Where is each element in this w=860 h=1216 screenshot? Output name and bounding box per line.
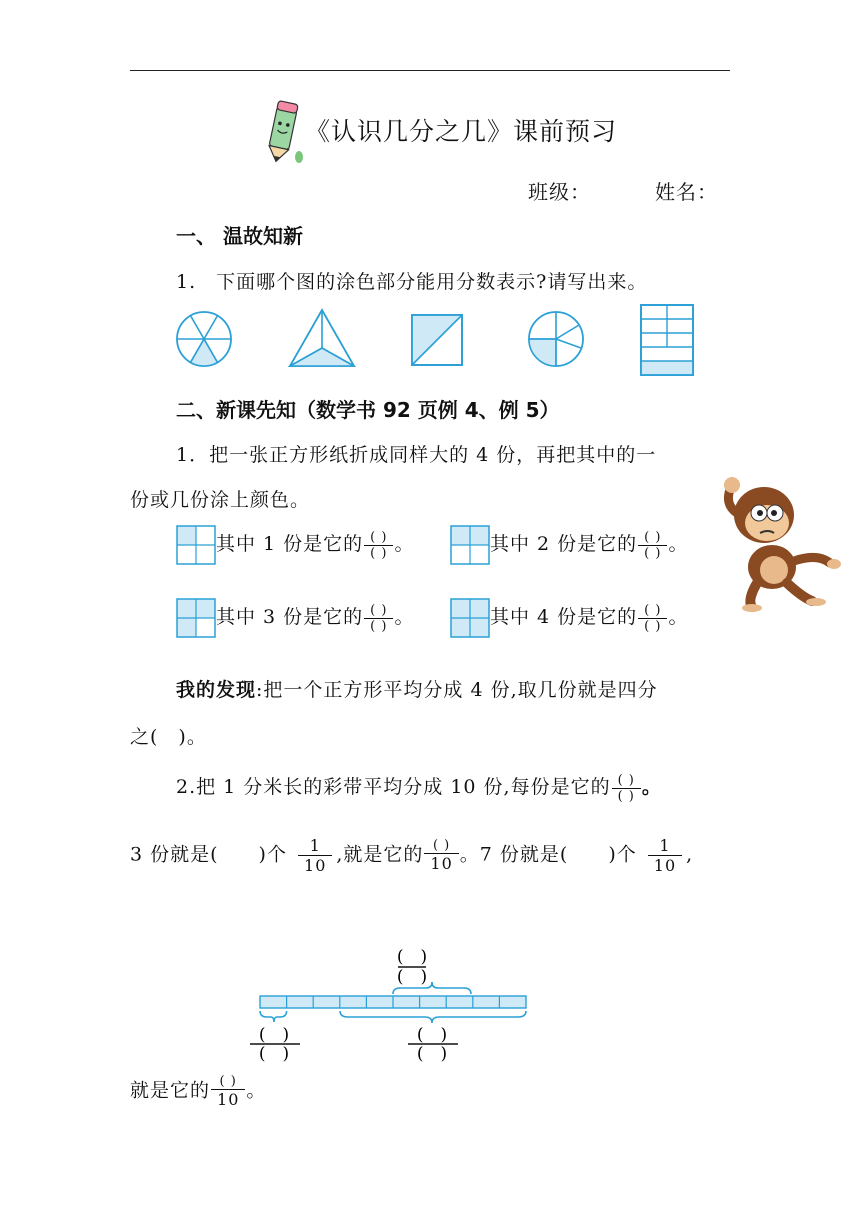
fraction-numerator[interactable]: ( ) xyxy=(219,1074,237,1089)
row2-b-text: 其中 4 份是它的 xyxy=(490,606,638,628)
fold-square-2-of-4 xyxy=(450,525,490,565)
left-fraction-blank xyxy=(250,1025,300,1064)
fold-row-2 xyxy=(450,525,688,565)
right-fraction-blank xyxy=(408,1025,458,1064)
fraction-blank xyxy=(612,773,641,804)
fraction-numerator: 1 xyxy=(659,836,671,855)
fold-row-1 xyxy=(176,525,414,565)
q2-line1 xyxy=(176,772,662,804)
fold-square-1-of-4 xyxy=(176,525,216,565)
fraction-numerator[interactable]: ( ) xyxy=(644,602,662,618)
fraction-blank xyxy=(364,603,393,634)
end-mark: 。 xyxy=(394,533,415,555)
fraction-denominator: 10 xyxy=(424,853,458,873)
fraction-one-tenth xyxy=(298,836,332,875)
svg-text:( ): ( ) xyxy=(396,947,428,967)
fraction-blank xyxy=(364,530,393,561)
end-mark: 。 xyxy=(668,533,689,555)
monkey-mascot-icon xyxy=(712,475,844,615)
fold-row-4 xyxy=(450,598,688,638)
svg-text:( ): ( ) xyxy=(258,1025,290,1045)
fraction-numerator[interactable]: ( ) xyxy=(644,529,662,545)
name-label: 姓名： xyxy=(655,180,718,204)
discovery-text: :把一个正方形平均分成 4 份,取几份就是四分 xyxy=(256,679,658,701)
svg-text:( ): ( ) xyxy=(396,967,428,987)
bottom-small-brace xyxy=(260,1011,287,1022)
fraction-numerator: 1 xyxy=(309,836,321,855)
section2-q1-line2: 份或几份涂上颜色。 xyxy=(130,489,311,511)
pencil-mascot-icon xyxy=(262,100,308,166)
fraction-denominator[interactable]: ( ) xyxy=(612,788,641,804)
svg-text:( ): ( ) xyxy=(258,1044,290,1064)
section2-heading: 二、新课先知（数学书 92 页例 4、例 5） xyxy=(176,398,560,422)
fraction-one-tenth xyxy=(648,836,682,875)
fraction-denominator[interactable]: ( ) xyxy=(638,618,667,634)
q2-line1-text: 2.把 1 分米长的彩带平均分成 10 份,每份是它的 xyxy=(176,776,611,798)
class-label: 班级： xyxy=(528,180,591,204)
row1-a-text: 其中 1 份是它的 xyxy=(216,533,364,555)
figure-grid-rectangle xyxy=(640,304,694,376)
page-title: 《认识几分之几》课前预习 xyxy=(305,117,618,146)
figure-circle-sixths xyxy=(175,310,233,368)
end-mark: 。 xyxy=(246,1079,267,1102)
fraction-denominator[interactable]: ( ) xyxy=(364,618,393,634)
fraction-blank-tenth xyxy=(211,1074,245,1109)
row1-b-text: 其中 2 份是它的 xyxy=(490,533,638,555)
q2-part4: , xyxy=(686,843,694,866)
fraction-denominator[interactable]: ( ) xyxy=(364,545,393,561)
svg-text:( ): ( ) xyxy=(416,1044,448,1064)
fold-row-3 xyxy=(176,598,414,638)
top-rule xyxy=(130,70,730,71)
fold-square-4-of-4 xyxy=(450,598,490,638)
final-text: 就是它的 xyxy=(130,1079,211,1102)
fraction-denominator[interactable]: ( ) xyxy=(638,545,667,561)
end-mark: 。 xyxy=(668,606,689,628)
figure-square-halves xyxy=(411,314,463,366)
fraction-numerator[interactable]: ( ) xyxy=(370,529,388,545)
figure-triangle-thirds xyxy=(288,308,356,370)
discovery-line2: 之( )。 xyxy=(130,726,207,748)
fold-square-3-of-4 xyxy=(176,598,216,638)
q2-part2: ,就是它的 xyxy=(336,843,424,866)
fraction-numerator[interactable]: ( ) xyxy=(617,772,635,788)
q2-part3: 。7 份就是( )个 xyxy=(459,843,637,866)
fraction-numerator[interactable]: ( ) xyxy=(370,602,388,618)
svg-text:( ): ( ) xyxy=(416,1025,448,1045)
bottom-large-brace xyxy=(340,1011,526,1023)
top-fraction-blank xyxy=(397,947,427,987)
q2-part1: 3 份就是( )个 xyxy=(130,843,287,866)
fraction-denominator: 10 xyxy=(298,855,332,875)
section2-q1-line1: 1．把一张正方形纸折成同样大的 4 份，再把其中的一 xyxy=(176,444,657,466)
fraction-denominator: 10 xyxy=(648,855,682,875)
section1-heading: 一、 温故知新 xyxy=(176,224,303,248)
final-line xyxy=(130,1074,266,1109)
fraction-blank-tenth xyxy=(424,838,458,873)
discovery-line1 xyxy=(176,675,658,702)
fraction-numerator[interactable]: ( ) xyxy=(432,838,451,853)
end-mark: 。 xyxy=(641,776,662,798)
row2-a-text: 其中 3 份是它的 xyxy=(216,606,364,628)
discovery-label: 我的发现 xyxy=(176,679,257,701)
ribbon-segments xyxy=(260,996,526,1008)
q2-line2 xyxy=(130,836,693,875)
fraction-denominator: 10 xyxy=(211,1089,245,1109)
fraction-blank xyxy=(638,530,667,561)
section1-question1: 1. 下面哪个图的涂色部分能用分数表示?请写出来。 xyxy=(176,271,648,293)
ribbon-diagram xyxy=(250,940,540,1070)
fraction-blank xyxy=(638,603,667,634)
end-mark: 。 xyxy=(394,606,415,628)
figure-circle-unequal xyxy=(527,310,585,368)
